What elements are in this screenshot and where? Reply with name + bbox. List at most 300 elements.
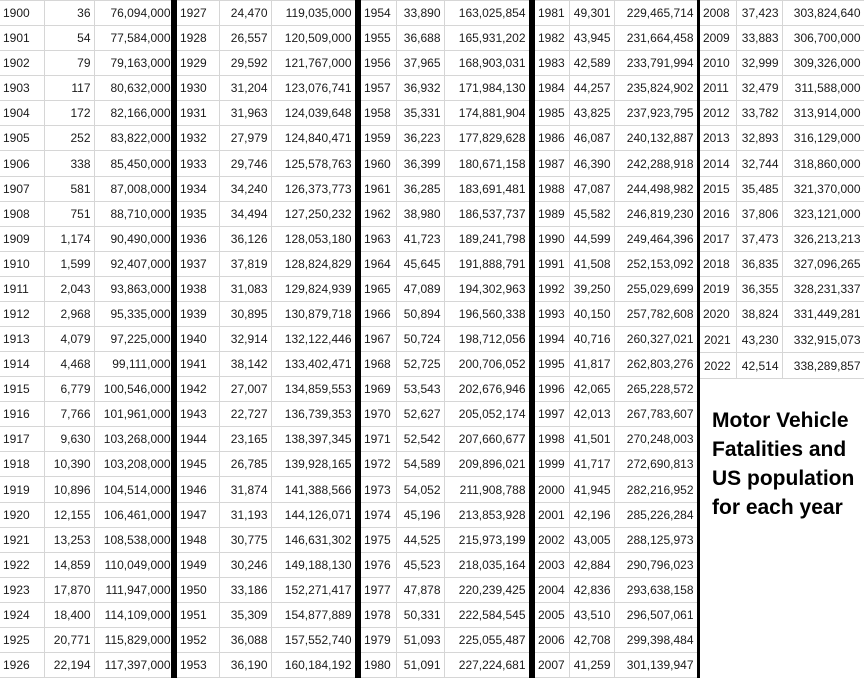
table-row [535,51,697,76]
fatalities-cell: 50,724 [396,327,444,352]
population-cell: 242,288,918 [614,151,697,176]
table-row [0,126,174,151]
fatalities-cell: 35,309 [219,602,271,627]
table-row [177,76,355,101]
year-cell: 1908 [0,201,44,226]
table-row [700,1,864,26]
population-cell: 272,690,813 [614,452,697,477]
fatalities-cell: 29,592 [219,51,271,76]
table-row [0,251,174,276]
year-cell: 1988 [535,176,569,201]
year-cell: 1977 [361,577,396,602]
year-cell: 1972 [361,452,396,477]
fatalities-cell: 2,043 [44,276,94,301]
table-row [0,427,174,452]
table-row [535,176,697,201]
year-cell: 1932 [177,126,219,151]
table-row [177,251,355,276]
table-row [0,527,174,552]
population-cell: 213,853,928 [444,502,529,527]
table-row [177,653,355,678]
fatalities-cell: 47,089 [396,276,444,301]
table-row [361,377,529,402]
year-cell: 1940 [177,327,219,352]
population-cell: 218,035,164 [444,552,529,577]
fatalities-cell: 45,582 [569,201,614,226]
year-cell: 1901 [0,26,44,51]
fatalities-cell: 37,423 [736,1,782,26]
fatalities-cell: 45,196 [396,502,444,527]
fatalities-cell: 34,240 [219,176,271,201]
fatalities-cell: 54,052 [396,477,444,502]
population-cell: 177,829,628 [444,126,529,151]
fatalities-cell: 33,883 [736,26,782,51]
table-row [177,26,355,51]
year-cell: 1954 [361,1,396,26]
fatalities-cell: 252 [44,126,94,151]
year-cell: 1981 [535,1,569,26]
year-cell: 1966 [361,301,396,326]
year-cell: 1983 [535,51,569,76]
fatalities-cell: 40,150 [569,301,614,326]
population-cell: 87,008,000 [94,176,174,201]
population-cell: 144,126,071 [271,502,355,527]
fatalities-cell: 35,485 [736,176,782,201]
population-cell: 85,450,000 [94,151,174,176]
year-cell: 1948 [177,527,219,552]
fatalities-cell: 46,087 [569,126,614,151]
fatalities-cell: 27,007 [219,377,271,402]
population-cell: 149,188,130 [271,552,355,577]
fatalities-cell: 12,155 [44,502,94,527]
fatalities-cell: 54 [44,26,94,51]
table-row [0,26,174,51]
year-cell: 1951 [177,602,219,627]
population-cell: 79,163,000 [94,51,174,76]
population-cell: 233,791,994 [614,51,697,76]
population-cell: 205,052,174 [444,402,529,427]
year-cell: 2004 [535,577,569,602]
year-cell: 2011 [700,76,736,101]
table-row [177,126,355,151]
year-cell: 1971 [361,427,396,452]
population-cell: 139,928,165 [271,452,355,477]
table-row [535,301,697,326]
table-row [0,502,174,527]
year-cell: 1987 [535,151,569,176]
table-row [177,552,355,577]
data-table [361,0,530,678]
population-cell: 95,335,000 [94,301,174,326]
fatalities-cell: 51,093 [396,627,444,652]
table-row [700,76,864,101]
population-cell: 165,931,202 [444,26,529,51]
table-row [700,301,864,326]
fatalities-cell: 45,645 [396,251,444,276]
population-cell: 321,370,000 [782,176,864,201]
year-cell: 1931 [177,101,219,126]
year-cell: 1945 [177,452,219,477]
population-cell: 128,053,180 [271,226,355,251]
year-cell: 1903 [0,76,44,101]
population-cell: 246,819,230 [614,201,697,226]
year-cell: 1923 [0,577,44,602]
population-cell: 114,109,000 [94,602,174,627]
population-cell: 128,824,829 [271,251,355,276]
year-cell: 1963 [361,226,396,251]
table-row [535,402,697,427]
population-cell: 90,490,000 [94,226,174,251]
population-cell: 92,407,000 [94,251,174,276]
fatalities-cell: 47,087 [569,176,614,201]
population-cell: 328,231,337 [782,276,864,301]
table-row [700,151,864,176]
population-cell: 138,397,345 [271,427,355,452]
table-row [361,76,529,101]
population-cell: 326,213,213 [782,226,864,251]
population-cell: 267,783,607 [614,402,697,427]
fatalities-cell: 26,557 [219,26,271,51]
fatalities-cell: 24,470 [219,1,271,26]
table-row [0,552,174,577]
population-cell: 133,402,471 [271,352,355,377]
caption-line: for each year [712,496,843,519]
population-cell: 174,881,904 [444,101,529,126]
year-cell: 1936 [177,226,219,251]
fatalities-cell: 581 [44,176,94,201]
year-cell: 1914 [0,352,44,377]
population-cell: 231,664,458 [614,26,697,51]
population-cell: 171,984,130 [444,76,529,101]
fatalities-cell: 33,890 [396,1,444,26]
year-cell: 1975 [361,527,396,552]
fatalities-cell: 42,514 [736,353,782,379]
population-cell: 244,498,982 [614,176,697,201]
population-cell: 152,271,417 [271,577,355,602]
fatalities-cell: 32,744 [736,151,782,176]
fatalities-cell: 38,824 [736,301,782,326]
table-row [361,201,529,226]
population-cell: 222,584,545 [444,602,529,627]
table-row [177,51,355,76]
table-row [700,126,864,151]
table-row [0,176,174,201]
population-cell: 265,228,572 [614,377,697,402]
table-row [535,653,697,678]
fatalities-cell: 43,230 [736,327,782,353]
population-cell: 311,588,000 [782,76,864,101]
year-cell: 1959 [361,126,396,151]
column-block-1981-2007 [532,0,700,678]
fatalities-cell: 34,494 [219,201,271,226]
year-cell: 1926 [0,653,44,678]
year-cell: 1941 [177,352,219,377]
year-cell: 2010 [700,51,736,76]
table-row [0,402,174,427]
year-cell: 1982 [535,26,569,51]
fatalities-cell: 1,174 [44,226,94,251]
table-row [0,577,174,602]
population-cell: 80,632,000 [94,76,174,101]
table-row [177,427,355,452]
year-cell: 1990 [535,226,569,251]
table-row [361,577,529,602]
table-row [535,251,697,276]
table-row [0,1,174,26]
table-row [535,276,697,301]
population-cell: 240,132,887 [614,126,697,151]
table-row [177,402,355,427]
population-cell: 76,094,000 [94,1,174,26]
fatalities-cell: 20,771 [44,627,94,652]
table-row [361,327,529,352]
fatalities-cell: 49,301 [569,1,614,26]
population-cell: 115,829,000 [94,627,174,652]
year-cell: 1912 [0,301,44,326]
table-row [700,51,864,76]
population-cell: 117,397,000 [94,653,174,678]
population-cell: 104,514,000 [94,477,174,502]
fatalities-cell: 2,968 [44,301,94,326]
table-row [177,176,355,201]
table-row [361,1,529,26]
fatalities-cell: 37,806 [736,201,782,226]
fatalities-cell: 42,589 [569,51,614,76]
population-cell: 77,584,000 [94,26,174,51]
fatalities-cell: 52,627 [396,402,444,427]
fatalities-cell: 29,746 [219,151,271,176]
year-cell: 1942 [177,377,219,402]
table-row [0,51,174,76]
population-cell: 191,888,791 [444,251,529,276]
population-cell: 313,914,000 [782,101,864,126]
fatalities-cell: 37,965 [396,51,444,76]
table-row [700,101,864,126]
year-cell: 1986 [535,126,569,151]
population-cell: 252,153,092 [614,251,697,276]
year-cell: 1943 [177,402,219,427]
population-cell: 332,915,073 [782,327,864,353]
fatalities-cell: 27,979 [219,126,271,151]
table-row [361,26,529,51]
fatalities-cell: 50,894 [396,301,444,326]
population-cell: 299,398,484 [614,627,697,652]
table-row [535,226,697,251]
fatalities-cell: 43,005 [569,527,614,552]
fatalities-cell: 36 [44,1,94,26]
table-row [361,502,529,527]
year-cell: 1921 [0,527,44,552]
population-cell: 262,803,276 [614,352,697,377]
fatalities-cell: 30,246 [219,552,271,577]
fatalities-cell: 117 [44,76,94,101]
fatalities-cell: 44,525 [396,527,444,552]
year-cell: 2008 [700,1,736,26]
year-cell: 1920 [0,502,44,527]
year-cell: 1918 [0,452,44,477]
fatalities-cell: 41,259 [569,653,614,678]
year-cell: 1978 [361,602,396,627]
population-cell: 220,239,425 [444,577,529,602]
table-row [535,527,697,552]
fatalities-cell: 41,501 [569,427,614,452]
fatalities-cell: 31,204 [219,76,271,101]
fatalities-cell: 52,725 [396,352,444,377]
year-cell: 2017 [700,226,736,251]
column-block-1927-1953 [174,0,358,678]
fatalities-cell: 26,785 [219,452,271,477]
table-row [535,1,697,26]
population-cell: 260,327,021 [614,327,697,352]
table-row [0,201,174,226]
fatalities-cell: 43,945 [569,26,614,51]
year-cell: 2000 [535,477,569,502]
fatalities-cell: 32,479 [736,76,782,101]
year-cell: 1946 [177,477,219,502]
table-row [535,577,697,602]
table-row [0,327,174,352]
year-cell: 1970 [361,402,396,427]
population-cell: 318,860,000 [782,151,864,176]
year-cell: 2005 [535,602,569,627]
fatalities-cell: 40,716 [569,327,614,352]
population-cell: 327,096,265 [782,251,864,276]
table-row [177,276,355,301]
population-cell: 200,706,052 [444,352,529,377]
table-row [177,502,355,527]
year-cell: 1913 [0,327,44,352]
year-cell: 1930 [177,76,219,101]
table-row [700,251,864,276]
table-row [0,377,174,402]
fatalities-cell: 31,083 [219,276,271,301]
population-cell: 183,691,481 [444,176,529,201]
year-cell: 1955 [361,26,396,51]
year-cell: 1989 [535,201,569,226]
year-cell: 1927 [177,1,219,26]
year-cell: 1917 [0,427,44,452]
year-cell: 2013 [700,126,736,151]
year-cell: 1958 [361,101,396,126]
population-cell: 198,712,056 [444,327,529,352]
population-cell: 331,449,281 [782,301,864,326]
table-row [535,477,697,502]
year-cell: 1999 [535,452,569,477]
table-row [177,201,355,226]
year-cell: 1953 [177,653,219,678]
table-row [361,552,529,577]
year-cell: 1973 [361,477,396,502]
fatalities-cell: 50,331 [396,602,444,627]
population-cell: 282,216,952 [614,477,697,502]
table-row [535,502,697,527]
table-row [361,101,529,126]
year-cell: 1995 [535,352,569,377]
fatalities-cell: 42,884 [569,552,614,577]
population-cell: 293,638,158 [614,577,697,602]
table-row [177,577,355,602]
population-cell: 119,035,000 [271,1,355,26]
year-cell: 1924 [0,602,44,627]
table-row [535,552,697,577]
fatalities-cell: 46,390 [569,151,614,176]
fatalities-cell: 36,355 [736,276,782,301]
year-cell: 1956 [361,51,396,76]
fatalities-cell: 41,723 [396,226,444,251]
year-cell: 1994 [535,327,569,352]
population-cell: 129,824,939 [271,276,355,301]
fatalities-cell: 41,945 [569,477,614,502]
table-row [361,427,529,452]
population-cell: 83,822,000 [94,126,174,151]
table-row [535,602,697,627]
fatalities-cell: 38,142 [219,352,271,377]
fatalities-cell: 37,473 [736,226,782,251]
year-cell: 1919 [0,477,44,502]
year-cell: 2018 [700,251,736,276]
fatalities-cell: 7,766 [44,402,94,427]
fatalities-cell: 10,896 [44,477,94,502]
fatalities-cell: 31,874 [219,477,271,502]
year-cell: 2006 [535,627,569,652]
fatalities-cell: 32,914 [219,327,271,352]
fatalities-cell: 30,775 [219,527,271,552]
population-cell: 111,947,000 [94,577,174,602]
year-cell: 2019 [700,276,736,301]
fatalities-cell: 30,895 [219,301,271,326]
population-cell: 235,824,902 [614,76,697,101]
year-cell: 1937 [177,251,219,276]
year-cell: 1997 [535,402,569,427]
year-cell: 1960 [361,151,396,176]
fatalities-cell: 31,963 [219,101,271,126]
fatalities-cell: 51,091 [396,653,444,678]
year-cell: 1964 [361,251,396,276]
table-row [177,327,355,352]
population-cell: 168,903,031 [444,51,529,76]
fatalities-cell: 42,196 [569,502,614,527]
fatalities-cell: 10,390 [44,452,94,477]
table-row [0,76,174,101]
table-row [0,627,174,652]
fatalities-cell: 36,190 [219,653,271,678]
table-row [361,452,529,477]
fatalities-cell: 54,589 [396,452,444,477]
year-cell: 1925 [0,627,44,652]
fatalities-cell: 31,193 [219,502,271,527]
year-cell: 1980 [361,653,396,678]
year-cell: 1991 [535,251,569,276]
year-cell: 1993 [535,301,569,326]
table-row [361,653,529,678]
table-row [177,377,355,402]
population-cell: 194,302,963 [444,276,529,301]
fatalities-cell: 36,688 [396,26,444,51]
population-cell: 124,039,648 [271,101,355,126]
population-cell: 285,226,284 [614,502,697,527]
fatalities-cell: 22,727 [219,402,271,427]
fatalities-cell: 36,835 [736,251,782,276]
fatalities-cell: 33,782 [736,101,782,126]
population-cell: 101,961,000 [94,402,174,427]
fatalities-cell: 45,523 [396,552,444,577]
fatalities-cell: 14,859 [44,552,94,577]
year-cell: 1985 [535,101,569,126]
year-cell: 2022 [700,353,736,379]
data-table [0,0,175,678]
year-cell: 1968 [361,352,396,377]
fatalities-cell: 4,079 [44,327,94,352]
